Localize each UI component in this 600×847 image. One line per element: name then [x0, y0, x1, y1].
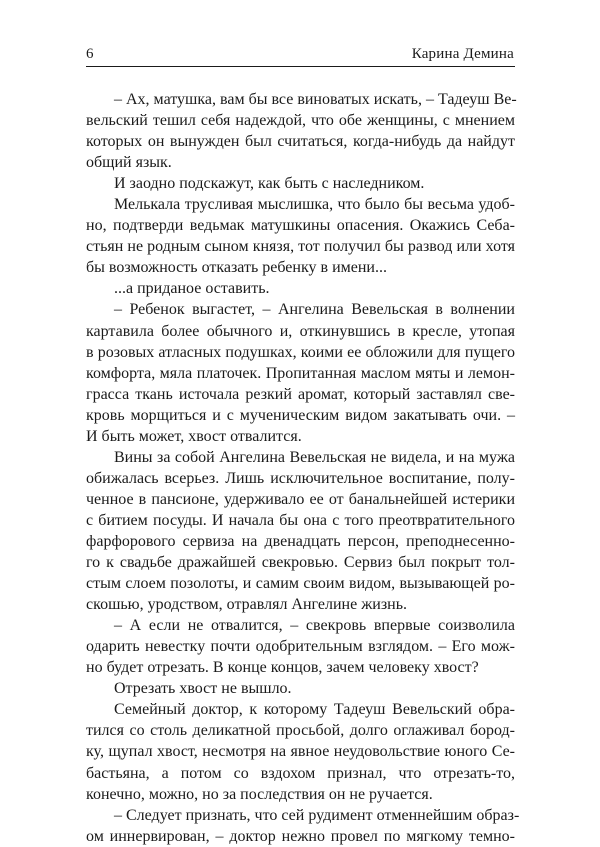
- body-text: [86, 89, 520, 847]
- text-line: но, подтверди ведьмак матушкины опасения. Окажись Себа-: [86, 217, 515, 235]
- text-line: Отрезать хвост не вышло.: [114, 680, 292, 698]
- text-line: Вины за собой Ангелина Вевельская не видела, и на мужа: [114, 448, 515, 466]
- text-line: – Следует признать, что сей рудимент отменнейшим образ-: [114, 806, 520, 824]
- text-line: в розовых атласных подушках, коими ее обложили для пущего: [86, 343, 515, 361]
- page-number: 6: [86, 46, 94, 62]
- text-line: с битием посуды. И начала бы она с того преотвратительного: [86, 511, 515, 529]
- text-line: ...а приданое оставить.: [114, 280, 270, 298]
- text-line: которых он вынужден был считаться, когда-нибудь да найдут: [86, 133, 515, 151]
- text-line: одарить невестку почти одобрительным взглядом. – Его мож-: [86, 638, 515, 656]
- text-line: го к свадьбе дражайшей свекровью. Сервиз был покрыт тол-: [86, 554, 515, 572]
- text-line: – Ребенок выгастет, – Ангелина Вевельская в волнении: [114, 301, 515, 319]
- text-line: И быть может, хвост отвалится.: [86, 427, 302, 445]
- header-rule: [86, 66, 515, 67]
- running-title: Карина Демина: [411, 46, 514, 62]
- text-line: стым слоем позолоты, и самим своим видом, вызывающей ро-: [86, 575, 515, 593]
- text-line: комфорта, мяла платочек. Пропитанная маслом мяты и лемон-: [86, 364, 515, 382]
- text-line: обижалась всерьез. Лишь исключительное воспитание, полу-: [86, 469, 515, 487]
- text-line: общий язык.: [86, 154, 172, 172]
- text-line: грасса ткань источала резкий аромат, который заставлял све-: [86, 385, 515, 403]
- text-line: тился со столь деликатной просьбой, долго оглаживал бород-: [86, 722, 515, 740]
- text-line: картавила более обычного и, откинувшись в кресле, утопая: [86, 322, 515, 340]
- text-line: ом иннервирован, – доктор нежно провел по мягкому темно-: [86, 827, 515, 845]
- text-line: фарфорового сервиза на двенадцать персон, преподнесенно-: [86, 532, 515, 550]
- text-line: ку, щупал хвост, несмотря на явное неудовольствие юного Се-: [86, 743, 515, 761]
- text-line: вельский тешил себя надеждой, что обе женщины, с мнением: [86, 112, 515, 130]
- text-line: стьян не родным сыном князя, тот получил бы развод или хотя: [86, 238, 515, 256]
- text-line: И заодно подскажут, как быть с наследником.: [114, 175, 425, 193]
- text-line: – А если не отвалится, – свекровь впервые соизволила: [114, 617, 515, 635]
- text-line: – Ах, матушка, вам бы все виноватых искать, – Тадеуш Ве-: [114, 91, 517, 108]
- running-head: [86, 43, 514, 65]
- text-line: конечно, можно, но за последствия он не ручается.: [86, 785, 433, 803]
- text-line: но будет отрезать. В конце концов, зачем человеку хвост?: [86, 659, 479, 677]
- text-line: бастьяна, а потом со вздохом признал, что отрезать-то,: [86, 764, 515, 782]
- text-line: ченное в пансионе, удерживало ее от банальнейшей истерики: [86, 490, 515, 508]
- text-line: кровь морщиться и с мученическим видом закатывать очи. –: [86, 406, 515, 424]
- text-line: Мелькала трусливая мыслишка, что было бы весьма удоб-: [114, 196, 515, 214]
- text-line: скошью, уродством, отравлял Ангелине жизнь.: [86, 596, 407, 614]
- text-line: бы возможность отказать ребенку в имени...: [86, 259, 387, 277]
- text-line: Семейный доктор, к которому Тадеуш Вевельский обра-: [114, 701, 515, 719]
